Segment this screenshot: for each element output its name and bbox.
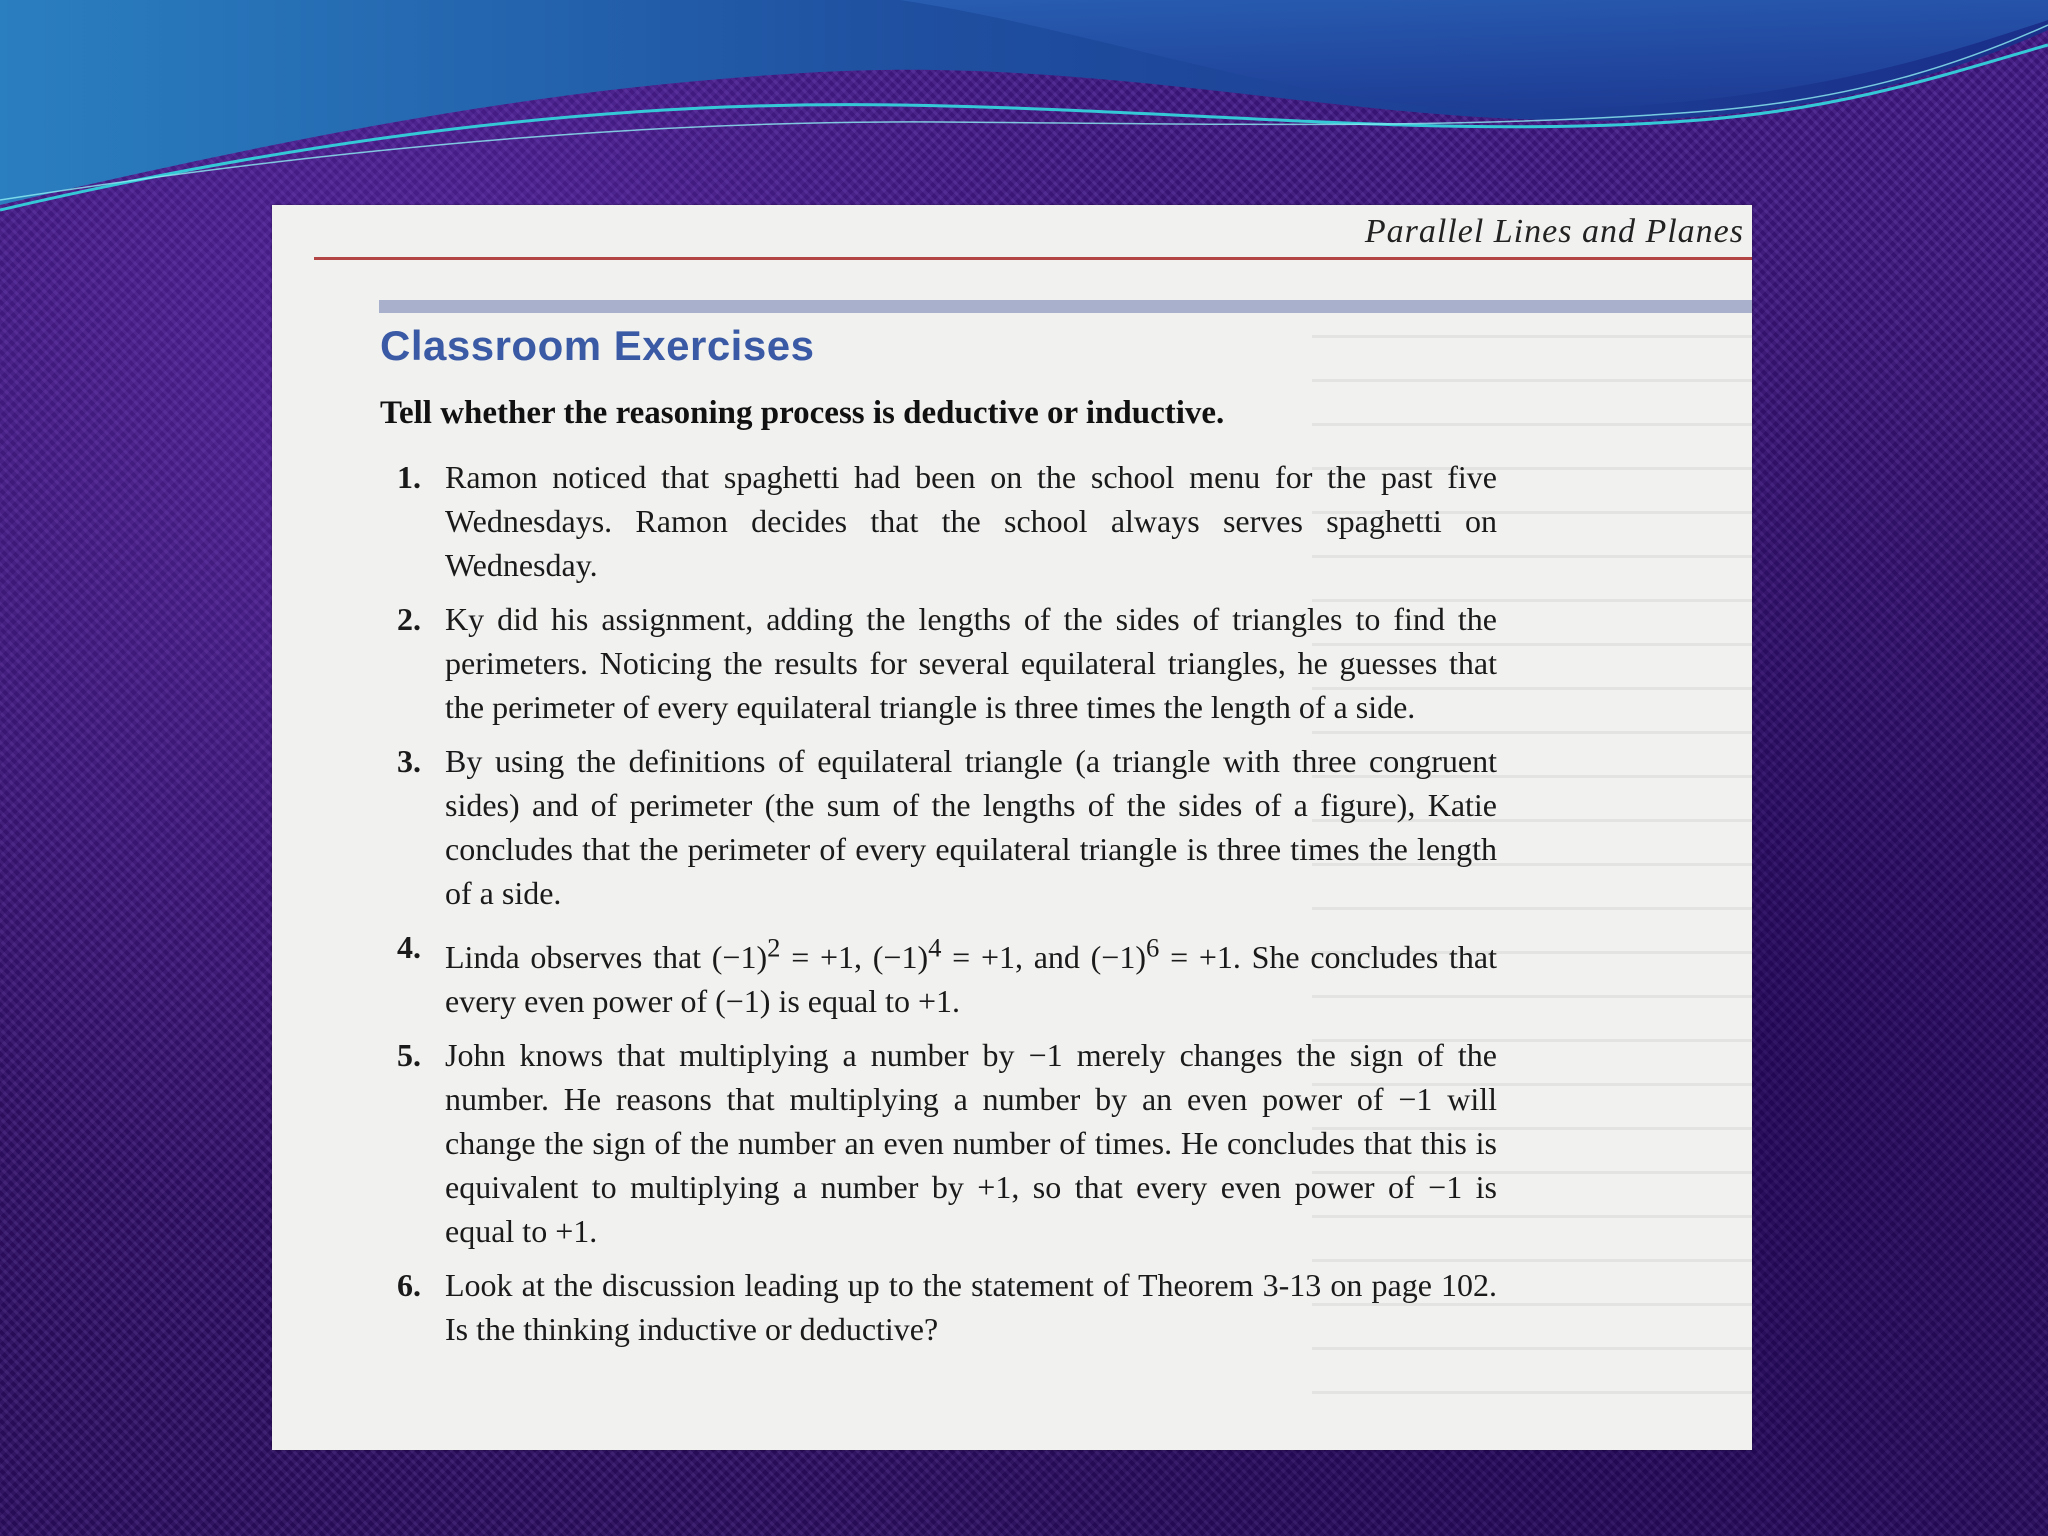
exercise-item (397, 739, 1497, 915)
instruction: Tell whether the reasoning process is deductive or inductive. (380, 395, 1225, 431)
exercise-item (397, 925, 1497, 1023)
exercise-number: 1. (397, 459, 421, 495)
exponent: 4 (928, 932, 942, 962)
exercise-text: Ramon noticed that spaghetti had been on the school menu for the past five Wednesdays. Ramon decides that the school always serves spaghetti on Wednesday. (445, 459, 1497, 583)
header-rule (314, 257, 1752, 260)
exercise-text: Look at the discussion leading up to the statement of Theorem 3-13 on page 102. Is the thinking inductive or deductive? (445, 1266, 1497, 1347)
textbook-page (272, 205, 1752, 1450)
exercise-list (397, 455, 1497, 1361)
exercise-text: Linda observes that $(-1)^2 = +1$, $(-1)^4 = +1$, and $(-1)^6 = +1$. She concludes that every even power of (−1) is equal to +1. (445, 932, 1498, 1019)
exponent: 2 (767, 932, 781, 962)
exercise-number: 5. (397, 1036, 421, 1073)
section-bar (379, 300, 1752, 313)
exercise-item (397, 597, 1497, 729)
exercise-number: 2. (397, 601, 421, 637)
exercise-number: 6. (397, 1266, 421, 1303)
exercise-text: Ky did his assignment, adding the lengths of the sides of triangles to find the perimeters. Noticing the results for several equilateral triangles, he guesses that the perimeter of every equilateral triangle is three times the length of a side. (445, 601, 1497, 725)
exercise-item (397, 455, 1497, 587)
section-title: Classroom Exercises (380, 322, 815, 369)
exercise-text: By using the definitions of equilateral triangle (a triangle with three congruent sides) and of perimeter (the sum of the lengths of the sides of a figure), Katie concludes that the perimeter of every equilateral triangle is three times the length of a side. (445, 743, 1497, 911)
running-head: Parallel Lines and Planes (1364, 213, 1744, 250)
exercise-text: John knows that multiplying a number by −1 merely changes the sign of the number. He reasons that multiplying a number by an even power of −1 will change the sign of the number an even number of times. He concludes that this is equivalent to multiplying a number by +1, so that every even power of −1 is equal to +1. (445, 1036, 1497, 1249)
exercise-item (397, 1263, 1497, 1351)
exponent: 6 (1146, 932, 1160, 962)
exercise-number: 4. (397, 929, 421, 965)
slide-header-wave (0, 0, 2048, 240)
exercise-item (397, 1033, 1497, 1253)
exercise-number: 3. (397, 743, 421, 779)
